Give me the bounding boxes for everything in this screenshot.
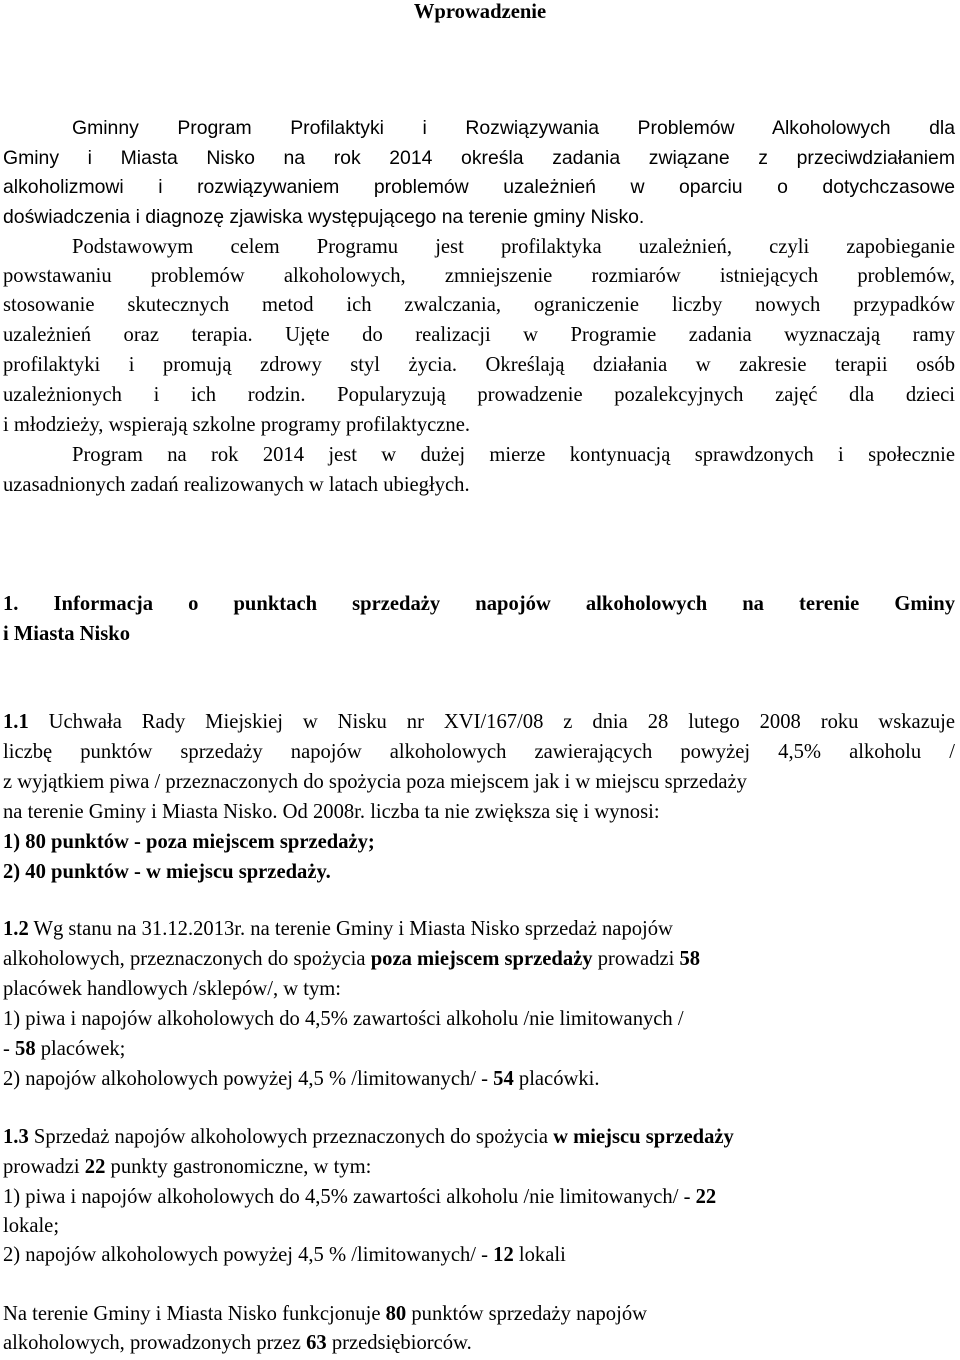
intro-line: Podstawowym celem Programu jest profilaktyka uzależnień, czyli zapobieganie: [72, 236, 955, 258]
intro-line: powstawaniu problemów alkoholowych, zmniejszenie rozmiarów istniejących problemów,: [3, 265, 955, 287]
intro-line: Gminny Program Profilaktyki i Rozwiązywania Problemów Alkoholowych dla: [72, 117, 955, 139]
s13-line: 2) napojów alkoholowych powyżej 4,5 % /limitowanych/ - 12 lokali: [3, 1244, 566, 1266]
s11-line: z wyjątkiem piwa / przeznaczonych do spożycia poza miejscem jak i w miejscu sprzedaży: [3, 771, 747, 793]
s13-line: 1.3 Sprzedaż napojów alkoholowych przeznaczonych do spożycia w miejscu sprzedaży: [3, 1126, 734, 1148]
intro-line: uzależnionych i ich rodzin. Popularyzują prowadzenie pozalekcyjnych zajęć dla dzieci: [3, 384, 955, 406]
intro-line: uzasadnionych zadań realizowanych w latach ubiegłych.: [3, 474, 470, 496]
page-title: Wprowadzenie: [413, 1, 547, 23]
section-heading: i Miasta Nisko: [3, 623, 131, 645]
section-heading: 1. Informacja o punktach sprzedaży napojów alkoholowych na terenie Gminy: [3, 593, 955, 615]
s11-line: liczbę punktów sprzedaży napojów alkoholowych zawierających powyżej 4,5% alkoholu /: [3, 741, 955, 763]
s12-line: 2) napojów alkoholowych powyżej 4,5 % /limitowanych/ - 54 placówki.: [3, 1068, 600, 1090]
s12-line: alkoholowych, przeznaczonych do spożycia poza miejscem sprzedaży prowadzi 58: [3, 948, 701, 970]
intro-line: alkoholizmowi i rozwiązywaniem problemów uzależnień w oparciu o dotychczasowe: [3, 176, 955, 198]
s11-line: na terenie Gminy i Miasta Nisko. Od 2008r. liczba ta nie zwiększa się i wynosi:: [3, 801, 660, 823]
s11-item: 1) 80 punktów - poza miejscem sprzedaży;: [3, 831, 375, 853]
intro-line: doświadczenia i diagnozę zjawiska występującego na terenie gminy Nisko.: [3, 206, 645, 228]
s12-line: - 58 placówek;: [3, 1038, 126, 1060]
s11-line: 1.1 Uchwała Rady Miejskiej w Nisku nr XVI/167/08 z dnia 28 lutego 2008 roku wskazuje: [3, 711, 955, 733]
s13-line: 1) piwa i napojów alkoholowych do 4,5% zawartości alkoholu /nie limitowanych/ - 22: [3, 1186, 717, 1208]
intro-line: i młodzieży, wspierają szkolne programy profilaktyczne.: [3, 414, 470, 436]
s13-line: lokale;: [3, 1215, 60, 1237]
s13-line: prowadzi 22 punkty gastronomiczne, w tym:: [3, 1156, 372, 1178]
closing-line: alkoholowych, prowadzonych przez 63 przedsiębiorców.: [3, 1332, 472, 1354]
intro-line: Program na rok 2014 jest w dużej mierze kontynuacją sprawdzonych i społecznie: [72, 444, 955, 466]
s12-line: 1.2 Wg stanu na 31.12.2013r. na terenie Gminy i Miasta Nisko sprzedaż napojów: [3, 918, 673, 940]
intro-line: Gminy i Miasta Nisko na rok 2014 określa zadania związane z przeciwdziałaniem: [3, 147, 955, 169]
s12-line: 1) piwa i napojów alkoholowych do 4,5% zawartości alkoholu /nie limitowanych /: [3, 1008, 684, 1030]
closing-line: Na terenie Gminy i Miasta Nisko funkcjonuje 80 punktów sprzedaży napojów: [3, 1303, 647, 1325]
s11-item: 2) 40 punktów - w miejscu sprzedaży.: [3, 861, 331, 883]
intro-line: uzależnień oraz terapia. Ujęte do realizacji w Programie zadania wyznaczają ramy: [3, 324, 955, 346]
intro-line: stosowanie skutecznych metod ich zwalczania, ograniczenie liczby nowych przypadków: [3, 294, 955, 316]
intro-line: profilaktyki i promują zdrowy styl życia. Określają działania w zakresie terapii osób: [3, 354, 955, 376]
s12-line: placówek handlowych /sklepów/, w tym:: [3, 978, 342, 1000]
